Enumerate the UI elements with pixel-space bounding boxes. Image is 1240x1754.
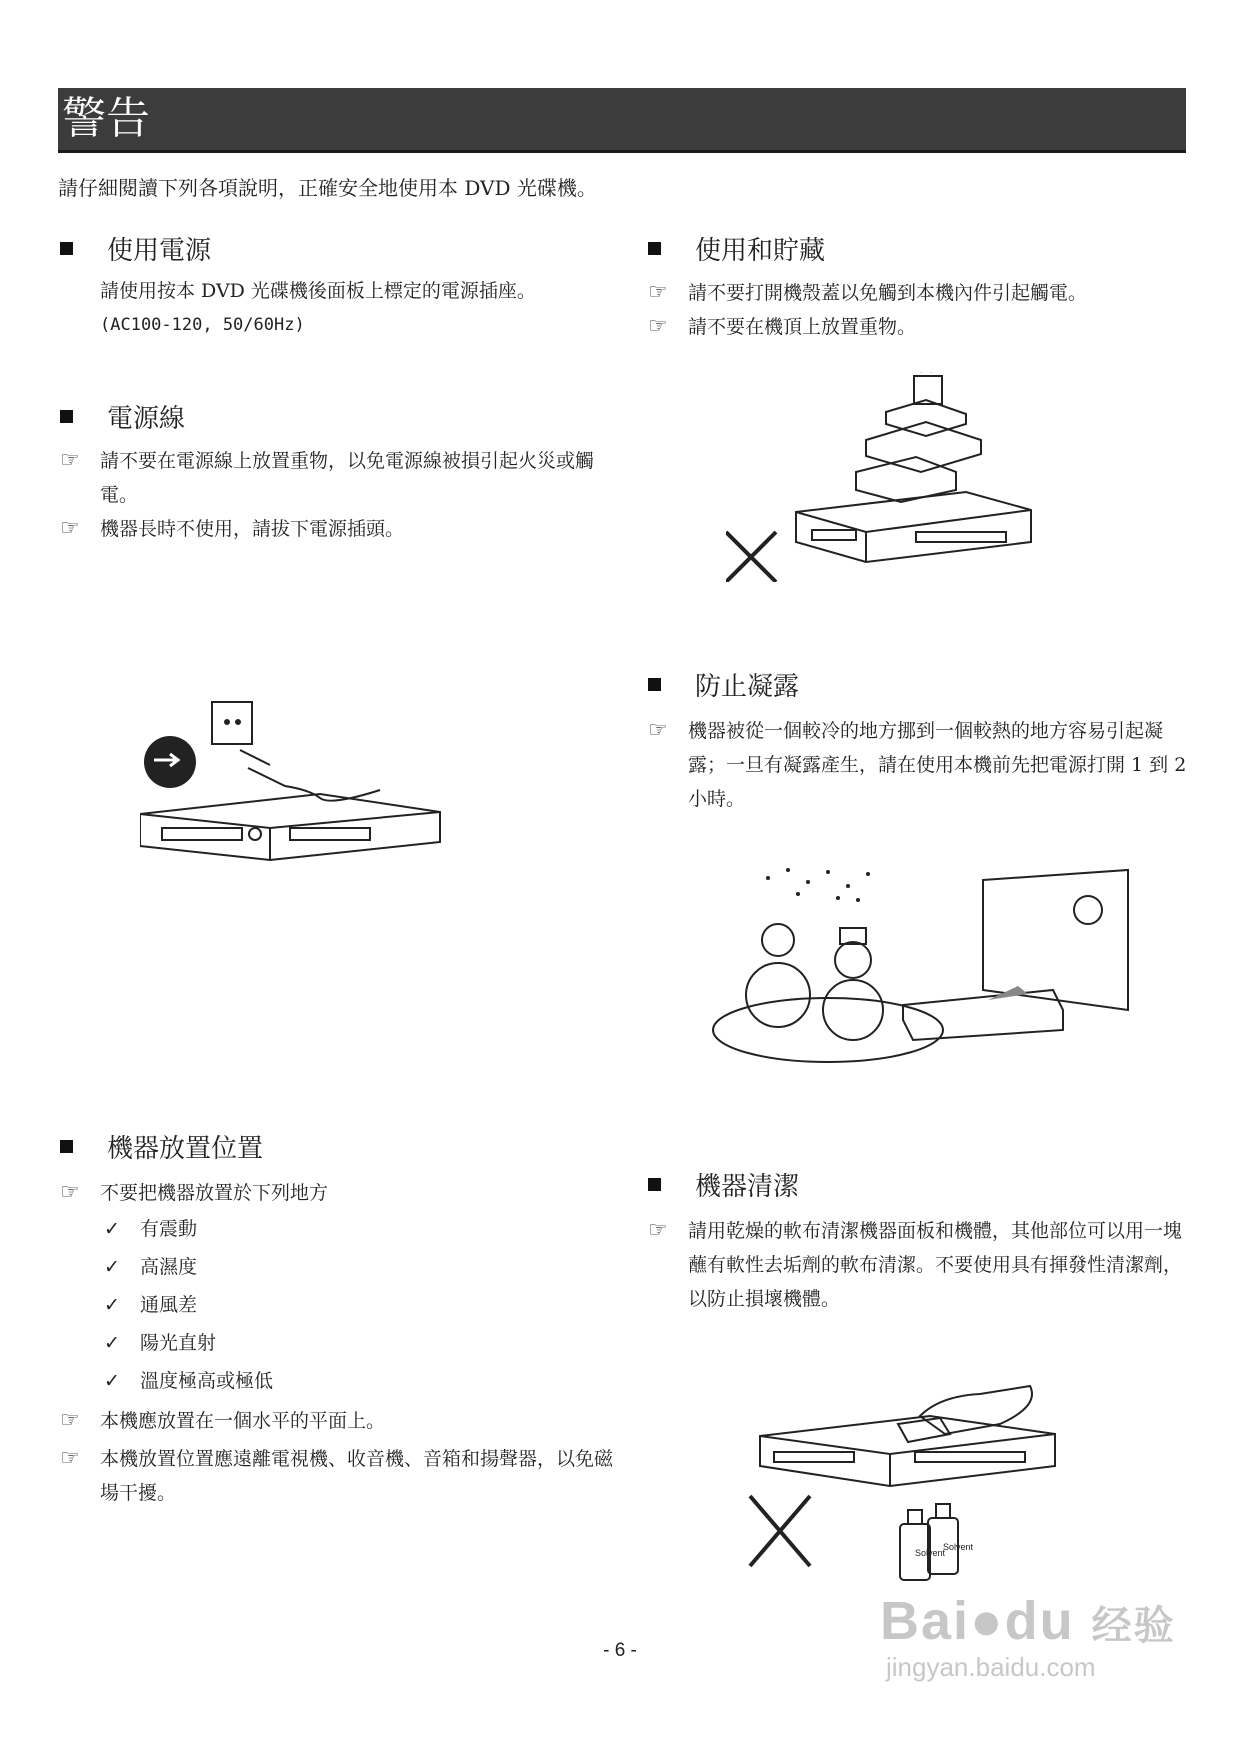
check-item: ✓ 通風差 (60, 1286, 620, 1324)
pointing-hand-icon: ☞ (60, 516, 80, 541)
prohibited-x-icon (726, 532, 776, 582)
bullet-square (60, 410, 73, 423)
pointing-hand-icon: ☞ (60, 1408, 80, 1433)
books-on-player-illustration (726, 372, 1056, 582)
baidu-watermark (880, 1590, 1180, 1740)
pointing-hand-icon: ☞ (60, 448, 80, 473)
pointing-hand-icon: ☞ (648, 718, 668, 743)
bullet-square (60, 1140, 73, 1153)
list-item: ☞ 本機應放置在一個水平的平面上。 (60, 1404, 620, 1438)
power-text: 請使用按本 DVD 光碟機後面板上標定的電源插座。 (100, 280, 536, 302)
bullet-square (60, 242, 73, 255)
prohibited-x-icon (750, 1496, 810, 1566)
section-heading: 電源線 (107, 403, 186, 434)
section-cord (60, 396, 610, 546)
check-icon: ✓ (104, 1370, 120, 1392)
pointing-hand-icon: ☞ (60, 1446, 80, 1471)
list-item: ☞ 請不要在機頂上放置重物。 (648, 310, 1188, 344)
check-item: ✓ 有震動 (60, 1210, 620, 1248)
unplug-illustration (140, 690, 450, 900)
bullet-square (648, 1178, 661, 1191)
bullet-square (648, 678, 661, 691)
section-heading: 防止凝露 (695, 671, 800, 702)
bottle-label: Solvent (943, 1542, 974, 1552)
condensation-illustration (708, 860, 1148, 1070)
watermark-brand: Bai (880, 1591, 971, 1651)
bullet-square (648, 242, 661, 255)
section-heading: 使用電源 (107, 235, 212, 266)
bottle-label: Solvent (915, 1548, 946, 1558)
cleaning-illustration (740, 1346, 1070, 1616)
list-item: ☞ 機器被從一個較冷的地方挪到一個較熱的地方容易引起凝露；一旦有凝露產生，請在使用本機前先把電源打開 1 到 2 小時。 (648, 714, 1188, 816)
power-spec: (AC100-120, 50/60Hz) (100, 315, 305, 335)
pointing-hand-icon: ☞ (648, 314, 668, 339)
list-item: ☞ 請不要打開機殼蓋以免觸到本機內件引起觸電。 (648, 276, 1188, 310)
check-item: ✓ 陽光直射 (60, 1324, 620, 1362)
no-plug-icon (144, 736, 196, 788)
check-icon: ✓ (104, 1218, 120, 1240)
check-icon: ✓ (104, 1256, 120, 1278)
list-item: ☞ 請不要在電源線上放置重物，以免電源線被損引起火災或觸電。 (60, 444, 610, 512)
section-power (60, 228, 620, 342)
watermark-brand2: du (1004, 1591, 1075, 1651)
section-cleaning (648, 1164, 1188, 1316)
watermark-url: jingyan.baidu.com (886, 1652, 1096, 1682)
section-heading: 機器放置位置 (107, 1133, 264, 1164)
section-placement (60, 1126, 620, 1510)
pointing-hand-icon: ☞ (648, 1218, 668, 1243)
pointing-hand-icon: ☞ (60, 1180, 80, 1205)
page-number: - 6 - (603, 1640, 637, 1661)
title-bar (58, 88, 1186, 153)
paw-icon: ● (970, 1591, 1005, 1651)
wall-socket-icon (212, 702, 252, 744)
list-item: ☞ 機器長時不使用，請拔下電源插頭。 (60, 512, 610, 546)
section-usage (648, 228, 1188, 344)
list-item: ☞ 本機放置位置應遠離電視機、收音機、音箱和揚聲器，以免磁場干擾。 (60, 1442, 620, 1510)
check-item: ✓ 溫度極高或極低 (60, 1362, 620, 1400)
check-icon: ✓ (104, 1294, 120, 1316)
section-heading: 機器清潔 (695, 1171, 800, 1202)
intro-text: 請仔細閱讀下列各項說明，正確安全地使用本 DVD 光碟機。 (58, 176, 597, 200)
check-icon: ✓ (104, 1332, 120, 1354)
section-condensation (648, 664, 1188, 816)
list-item: ☞ 不要把機器放置於下列地方 (60, 1176, 620, 1210)
list-item: ☞ 請用乾燥的軟布清潔機器面板和機體，其他部位可以用一塊蘸有軟性去垢劑的軟布清潔。不要使用具有揮發性清潔劑，以防止損壞機體。 (648, 1214, 1188, 1316)
pointing-hand-icon: ☞ (648, 280, 668, 305)
section-heading: 使用和貯藏 (695, 235, 826, 266)
page-title: 警告 (62, 93, 150, 144)
check-item: ✓ 高濕度 (60, 1248, 620, 1286)
watermark-cn: 经验 (1091, 1604, 1176, 1648)
